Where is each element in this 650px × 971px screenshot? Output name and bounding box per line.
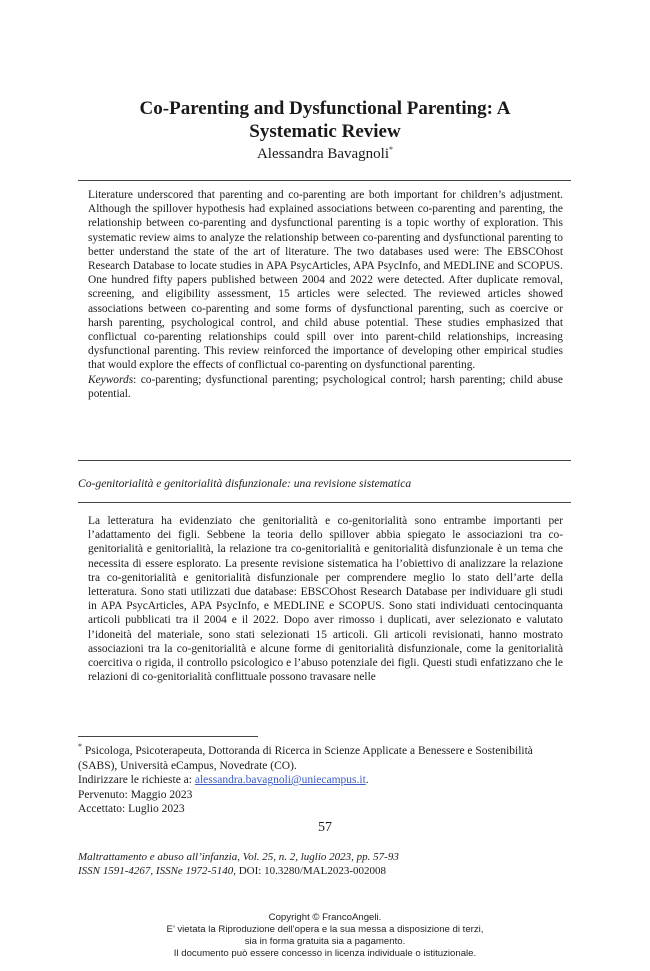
- contact-suffix: .: [365, 774, 369, 786]
- copyright-line-3: sia in forma gratuita sia a pagamento.: [244, 936, 406, 947]
- journal-reference: Maltrattamento e abuso all’infanzia, Vol. 25, n. 2, luglio 2023, pp. 57-93: [78, 851, 399, 863]
- author-name: [60, 145, 590, 163]
- abstract-top-rule: [78, 180, 571, 181]
- footnote-rule: [78, 736, 258, 737]
- copyright-line-2: E’ vietata la Riproduzione dell’opera e la sua messa a disposizione di terzi,: [166, 924, 484, 935]
- author-email-link[interactable]: alessandra.bavagnoli@uniecampus.it: [194, 774, 366, 786]
- footnote-affiliation: Psicologa, Psicoterapeuta, Dottoranda di Ricerca in Scienze Applicate a Benessere e Sostenibilità (SABS), Università eCampus, Novedrate (CO).: [78, 745, 533, 772]
- footnote-affiliation-line: [78, 744, 548, 773]
- copyright-line-1: Copyright © FrancoAngeli.: [268, 912, 382, 923]
- abstract-italian: [88, 514, 563, 684]
- abstract-english: [88, 188, 563, 401]
- italian-abstract-top-rule: [78, 502, 571, 503]
- italian-title: Co-genitorialità e genitorialità disfunzionale: una revisione sistematica: [78, 477, 412, 490]
- author-label: Alessandra Bavagnoli: [256, 146, 390, 162]
- copyright-notice: [0, 912, 650, 960]
- author-footnote: [78, 744, 548, 817]
- footnote-contact: [78, 773, 548, 788]
- abstract-italian-body: La letteratura ha evidenziato che genitorialità e co-genitorialità sono entrambe importanti per l’adattamento dei figli. Sebbene la teoria dello spillover abbia spiegato le associazioni tra co-genitorialità e genitorialità, la relazione tra co-genitorialità e genitorialità disfunzionale è un tema che necessita di essere esplorato. La presente revisione sistematica ha l’obiettivo di analizzare la relazione tra co-genitorialità e genitorialità disfunzionale per comprendere meglio lo stato dell’arte della letteratura. Sono stati utilizzati due database: EBSCOhost Research Database per individuare gli studi in APA PsycArticles, APA PsycInfo, e MEDLINE e SCOPUS. Sono stati individuati centocinquanta articoli pubblicati tra il 2004 e il 2022. Dopo aver rimosso i duplicati, aver selezionato e valutato l’idoneità del materiale, sono stati selezionati 15 articoli. Gli articoli revisionati, hanno mostrato associazioni tra la co-genitorialità e alcune forme di genitorialità disfunzionale, come la genitorialità coercitiva o rigida, il controllo psicologico e l’abuso potenziale dei figli. Questi studi enfatizzano che le relazioni di co-genitorialità conflittuale possono travasare nelle: [88, 515, 563, 684]
- page-number: 57: [318, 820, 332, 835]
- abstract-bottom-rule: [78, 460, 571, 461]
- keywords-label: Keywords: [88, 373, 134, 386]
- accepted-date: Accettato: Luglio 2023: [78, 803, 185, 815]
- keywords: [88, 373, 563, 401]
- journal-citation: [78, 851, 578, 878]
- copyright-line-4: Il documento può essere concesso in licenza individuale o istituzionale.: [173, 948, 477, 959]
- journal-doi: DOI: 10.3280/MAL2023-002008: [235, 864, 386, 877]
- title-line-2: Systematic Review: [249, 121, 401, 142]
- journal-issn: ISSN 1591-4267, ISSNe 1972-5140,: [78, 864, 236, 877]
- abstract-english-body: Literature underscored that parenting and co-parenting are both important for children’s adjustment. Although the spillover hypothesis had explained associations between co-parenting and parenting, the relationship between co-parenting and dysfunctional parenting is a topic worthy of exploration. This systematic review aims to analyze the relationship between co-parenting and dysfunctional parenting to better understand the state of the art of literature. The two databases used were: The EBSCOhost Research Database to locate studies in APA PsycArticles, APA PsycInfo, and MEDLINE and SCOPUS. One hundred fifty papers published between 2004 and 2022 were detected. After duplicate removal, screening, and eligibility assessment, 15 articles were selected. The reviewed articles showed associations between co-parenting and some forms of dysfunctional parenting, such as coercive or harsh parenting, psychological control, and child abuse potential. These studies emphasized that conflictual co-parenting relationships could spill over into parent-child relationships, increasing dysfunctional parenting. This review reinforced the importance of developing other empirical studies that would explore the effects of conflictual co-parenting on dysfunctional parenting.: [88, 189, 563, 372]
- author-footnote-mark: *: [389, 145, 394, 154]
- journal-identifiers: [78, 865, 578, 879]
- keywords-list: : co-parenting; dysfunctional parenting; psychological control; harsh parenting; child abuse potential.: [88, 373, 563, 400]
- title-line-1: Co-Parenting and Dysfunctional Parenting: A: [139, 98, 511, 119]
- paper-title: [60, 97, 590, 143]
- received-date: Pervenuto: Maggio 2023: [78, 788, 193, 801]
- footnote-mark: *: [78, 742, 82, 752]
- contact-prefix: Indirizzare le richieste a:: [78, 774, 195, 786]
